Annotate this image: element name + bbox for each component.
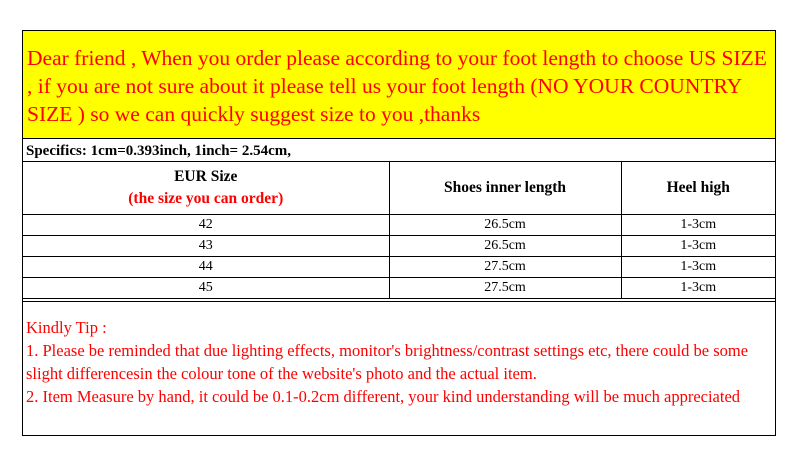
eur-size-cell: 45 — [23, 278, 389, 299]
size-table-header-row — [23, 162, 775, 215]
table-row — [23, 278, 775, 299]
tips-line-1: 1. Please be reminded that due lighting effects, monitor's brightness/contrast settings etc, there could be some slight differencesin the colour tone of the website's photo and the actual item. — [26, 341, 749, 383]
inner-length-cell: 26.5cm — [389, 236, 621, 257]
kindly-tips — [23, 301, 775, 435]
unit-specifics-text: Specifics: 1cm=0.393inch, 1inch= 2.54cm, — [26, 143, 291, 159]
eur-size-cell: 42 — [23, 215, 389, 236]
inner-length-cell: 27.5cm — [389, 257, 621, 278]
table-row — [23, 257, 775, 278]
heel-high-header: Heel high — [621, 162, 775, 215]
eur-size-header-note: (the size you can order) — [128, 190, 284, 207]
tips-title: Kindly Tip : — [26, 318, 107, 337]
tips-line-2: 2. Item Measure by hand, it could be 0.1-0.2cm different, your kind understanding will be much appreciated — [26, 387, 741, 406]
table-row — [23, 236, 775, 257]
order-notice — [23, 31, 775, 139]
eur-size-cell: 43 — [23, 236, 389, 257]
inner-length-header: Shoes inner length — [389, 162, 621, 215]
unit-specifics — [23, 139, 775, 162]
size-table — [23, 162, 775, 299]
eur-size-cell: 44 — [23, 257, 389, 278]
inner-length-cell: 26.5cm — [389, 215, 621, 236]
eur-size-header-label: EUR Size — [174, 168, 238, 185]
table-row — [23, 215, 775, 236]
heel-high-cell: 1-3cm — [621, 215, 775, 236]
heel-high-cell: 1-3cm — [621, 278, 775, 299]
heel-high-cell: 1-3cm — [621, 257, 775, 278]
eur-size-header — [23, 162, 389, 215]
size-chart-sheet — [22, 30, 776, 436]
order-notice-text: Dear friend , When you order please according to your foot length to choose US SIZE , if you are not sure about it please tell us your foot length (NO YOUR COUNTRY SIZE ) so we can quickly suggest size to you ,thanks — [27, 46, 767, 126]
heel-high-cell: 1-3cm — [621, 236, 775, 257]
inner-length-cell: 27.5cm — [389, 278, 621, 299]
